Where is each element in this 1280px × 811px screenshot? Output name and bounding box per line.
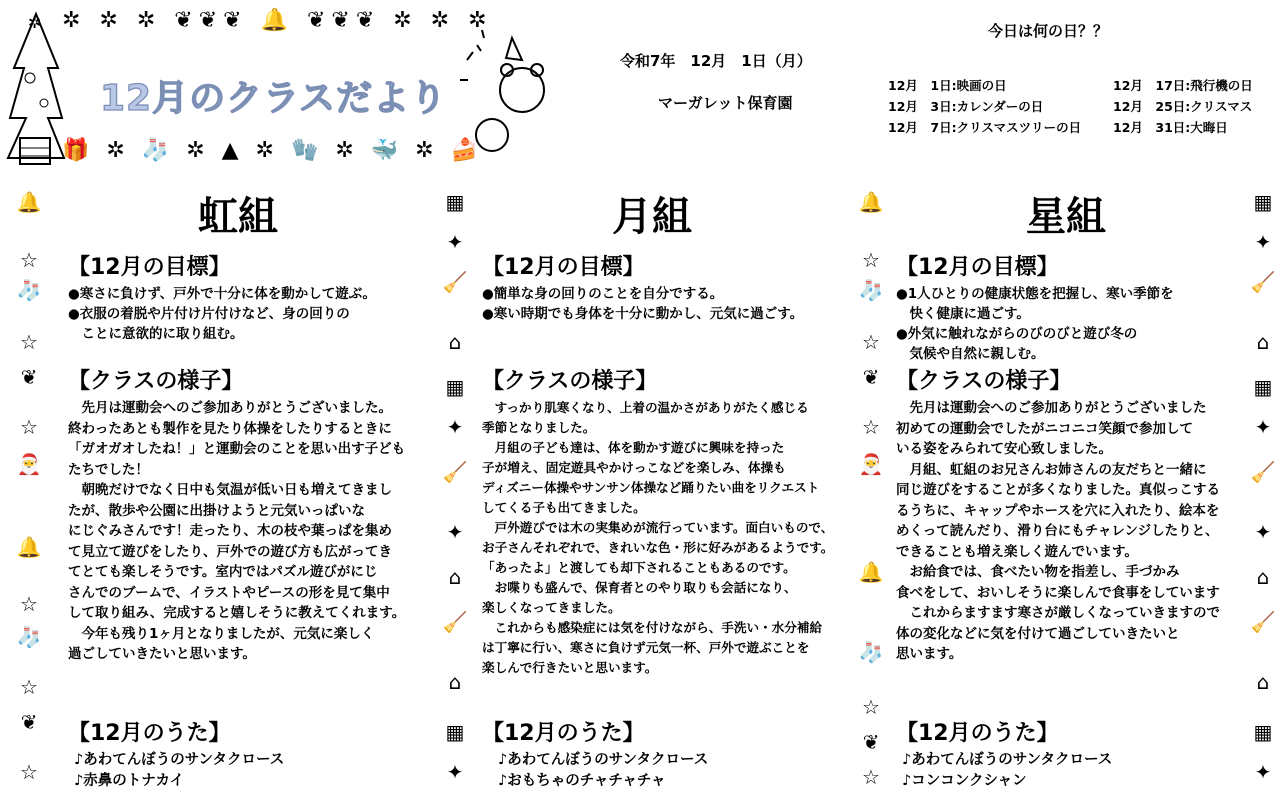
star-icon: ☆ (20, 330, 38, 354)
holly-icon: ❦ (862, 365, 880, 389)
stocking-icon: 🧦 (16, 625, 42, 649)
christmas-tree-icon (6, 8, 66, 168)
broom-icon: 🧹 (1250, 460, 1276, 484)
sparkle-icon: ✦ (1254, 230, 1272, 254)
broom-icon: 🧹 (1250, 270, 1276, 294)
class-name: 星組 (1026, 194, 1106, 240)
broom-icon: 🧹 (442, 270, 468, 294)
today-item: 12月 7日:クリスマスツリーの日 (888, 120, 1082, 135)
sparkle-icon: ✦ (446, 230, 464, 254)
santa-icon: 🎅 (858, 452, 884, 476)
broom-icon: 🧹 (442, 610, 468, 634)
status-heading: 【クラスの様子】 (68, 369, 244, 394)
page-title: 12月のクラスだより (100, 78, 448, 119)
stocking-icon: 🧦 (858, 278, 884, 302)
dustpan-icon: ⌂ (1256, 670, 1270, 694)
goal-heading: 【12月の目標】 (896, 255, 1059, 280)
song-item: ♪あわてんぼうのサンタクロース (498, 752, 709, 768)
santa-icon: 🎅 (16, 452, 42, 476)
star-icon: ☆ (862, 695, 880, 719)
dustpan-icon: ⌂ (1256, 330, 1270, 354)
sparkle-icon: ✦ (446, 760, 464, 784)
song-heading: 【12月のうた】 (482, 721, 645, 746)
song-item: ♪コンコンクシャン (902, 773, 1027, 789)
today-item: 12月 3日:カレンダーの日 (888, 99, 1044, 114)
card-icon: ▦ (445, 375, 465, 399)
school-name: マーガレット保育園 (658, 94, 793, 112)
broom-icon: 🧹 (442, 460, 468, 484)
snowflake-garland-top: ✲ ✲ ✲ ❦❦❦ 🔔 ❦❦❦ ✲ ✲ ✲ (62, 8, 493, 33)
class-column-niji (68, 185, 438, 792)
dustpan-icon: ⌂ (448, 565, 462, 589)
sparkle-icon: ✦ (446, 520, 464, 544)
today-list (888, 76, 1280, 136)
holly-icon: ❦ (20, 710, 38, 734)
goal-text: ●1人ひとりの健康状態を把握し、寒い季節を 快く健康に過ごす。 ●外気に触れながらのびのびと遊び冬の 気候や自然に親しむ。 (896, 286, 1174, 362)
song-item: ♪あわてんぼうのサンタクロース (74, 752, 285, 768)
star-icon: ☆ (20, 248, 38, 272)
card-icon: ▦ (1253, 190, 1273, 214)
goal-text: ●寒さに負けず、戸外で十分に体を動かして遊ぶ。 ●衣服の着脱や片付け片付けなど、身の回りの ことに意欲的に取り組む。 (68, 286, 376, 342)
star-icon: ☆ (862, 765, 880, 789)
gift-garland-bottom: 🎁 ✲ 🧦 ✲ ▲ ✲ 🧤 ✲ 🐳 ✲ 🍰 (62, 138, 483, 163)
goal-heading: 【12月の目標】 (68, 255, 231, 280)
card-icon: ▦ (1253, 720, 1273, 744)
card-icon: ▦ (1253, 375, 1273, 399)
star-icon: ☆ (862, 330, 880, 354)
class-name: 月組 (612, 194, 692, 240)
song-heading: 【12月のうた】 (68, 721, 231, 746)
holly-icon: ❦ (20, 365, 38, 389)
song-item: ♪あわてんぼうのサンタクロース (902, 752, 1113, 768)
goal-heading: 【12月の目標】 (482, 255, 645, 280)
dustpan-icon: ⌂ (448, 330, 462, 354)
star-icon: ☆ (20, 760, 38, 784)
today-item: 12月 31日:大晦日 (1113, 120, 1228, 135)
star-icon: ☆ (20, 675, 38, 699)
today-title: 今日は何の日？？ (988, 22, 1109, 40)
sparkle-icon: ✦ (1254, 760, 1272, 784)
today-item: 12月 25日:クリスマス (1113, 99, 1253, 114)
today-item: 12月 1日:映画の日 (888, 78, 1007, 93)
card-icon: ▦ (445, 720, 465, 744)
status-heading: 【クラスの様子】 (482, 369, 658, 394)
goal-text: ●簡単な身の回りのことを自分でする。 ●寒い時期でも身体を十分に動かし、元気に過ごす。 (482, 286, 804, 322)
class-column-tsuki (482, 185, 852, 792)
stocking-icon: 🧦 (858, 640, 884, 664)
card-icon: ▦ (445, 190, 465, 214)
issue-date: 令和7年 12月 1日（月） (620, 52, 812, 70)
status-text: 先月は運動会へのご参加ありがとうございました 初めての運動会でしたがニコニコ笑顔で参加して いる姿をみられて安心致しました。 月組、虹組のお兄さんお姉さんの友だちと一緒に 同じ遊びをすることが多くなりました。真似っこする るうちに、キャップやホースを穴に入れたり、絵本を めくって読んだり、滑り台にもチャレンジしたりと、 できることも増え楽しく遊んでいます。 お給食では、食べたい物を指差し、手づかみ 食べをして、おいしそうに楽しんで食事をしています これからますます寒さが厳しくなっていきますので 体の変化などに気を付けて過ごしていきたいと 思います。 (896, 400, 1220, 662)
holly-icon: ❦ (862, 730, 880, 754)
status-text: すっかり肌寒くなり、上着の温かさがありがたく感じる 季節となりました。 月組の子ども達は、体を動かす遊びに興味を持った 子が増え、固定遊具やかけっこなどを楽しみ、体操も ディズニー体操やサンサン体操など踊りたい曲をリクエスト してくる子も出てきました。 戸外遊びでは木の実集めが流行っています。面白いもので、 お子さんそれぞれで、きれいな色・形に好みがあるようです。 「あったよ」と渡しても却下されることもあるのです。 お喋りも盛んで、保育者とのやり取りも会話になり、 楽しくなってきました。 これからも感染症には気を付けながら、手洗い・水分補給 は丁寧に行い、寒さに負けず元気一杯、戸外で遊ぶことを 楽しんで行きたいと思います。 (482, 400, 834, 675)
bell-icon: 🔔 (16, 190, 42, 214)
class-name: 虹組 (198, 194, 278, 240)
dustpan-icon: ⌂ (1256, 565, 1270, 589)
song-item: ♪おもちゃのチャチャチャ (498, 773, 666, 789)
svg-text:✲: ✲ (28, 13, 42, 32)
song-item: ♪赤鼻のトナカイ (74, 773, 185, 789)
today-item: 12月 17日:飛行機の日 (1113, 78, 1253, 93)
bear-icon (452, 20, 562, 160)
bell-icon: 🔔 (858, 560, 884, 584)
bell-icon: 🔔 (16, 535, 42, 559)
class-column-hoshi (896, 185, 1266, 792)
star-icon: ☆ (862, 415, 880, 439)
status-heading: 【クラスの様子】 (896, 369, 1072, 394)
sparkle-icon: ✦ (1254, 520, 1272, 544)
stocking-icon: 🧦 (16, 278, 42, 302)
sparkle-icon: ✦ (446, 415, 464, 439)
song-heading: 【12月のうた】 (896, 721, 1059, 746)
star-icon: ☆ (20, 415, 38, 439)
status-text: 先月は運動会へのご参加ありがとうございました。 終わったあとも製作を見たり体操をしたりするときに 「ガオガオしたね！」と運動会のことを思い出す子ども たちでした！ 朝晩だけでなく日中も気温が低い日も増えてきまし たが、散歩や公園に出掛けようと元気いっぱいな にじぐみさんです！走ったり、木の枝や葉っぱを集め て見立て遊びをしたり、戸外での遊び方も広がってき てとても楽しそうです。室内ではパズル遊びがにじ さんでのブームで、イラストやピースの形を見て集中 して取り組み、完成すると嬉しそうに教えてくれます。 今年も残り1ヶ月となりましたが、元気に楽しく 過ごしていきたいと思います。 (68, 400, 406, 662)
star-icon: ☆ (20, 592, 38, 616)
broom-icon: 🧹 (1250, 610, 1276, 634)
bell-icon: 🔔 (858, 190, 884, 214)
dustpan-icon: ⌂ (448, 670, 462, 694)
sparkle-icon: ✦ (1254, 415, 1272, 439)
star-icon: ☆ (862, 248, 880, 272)
